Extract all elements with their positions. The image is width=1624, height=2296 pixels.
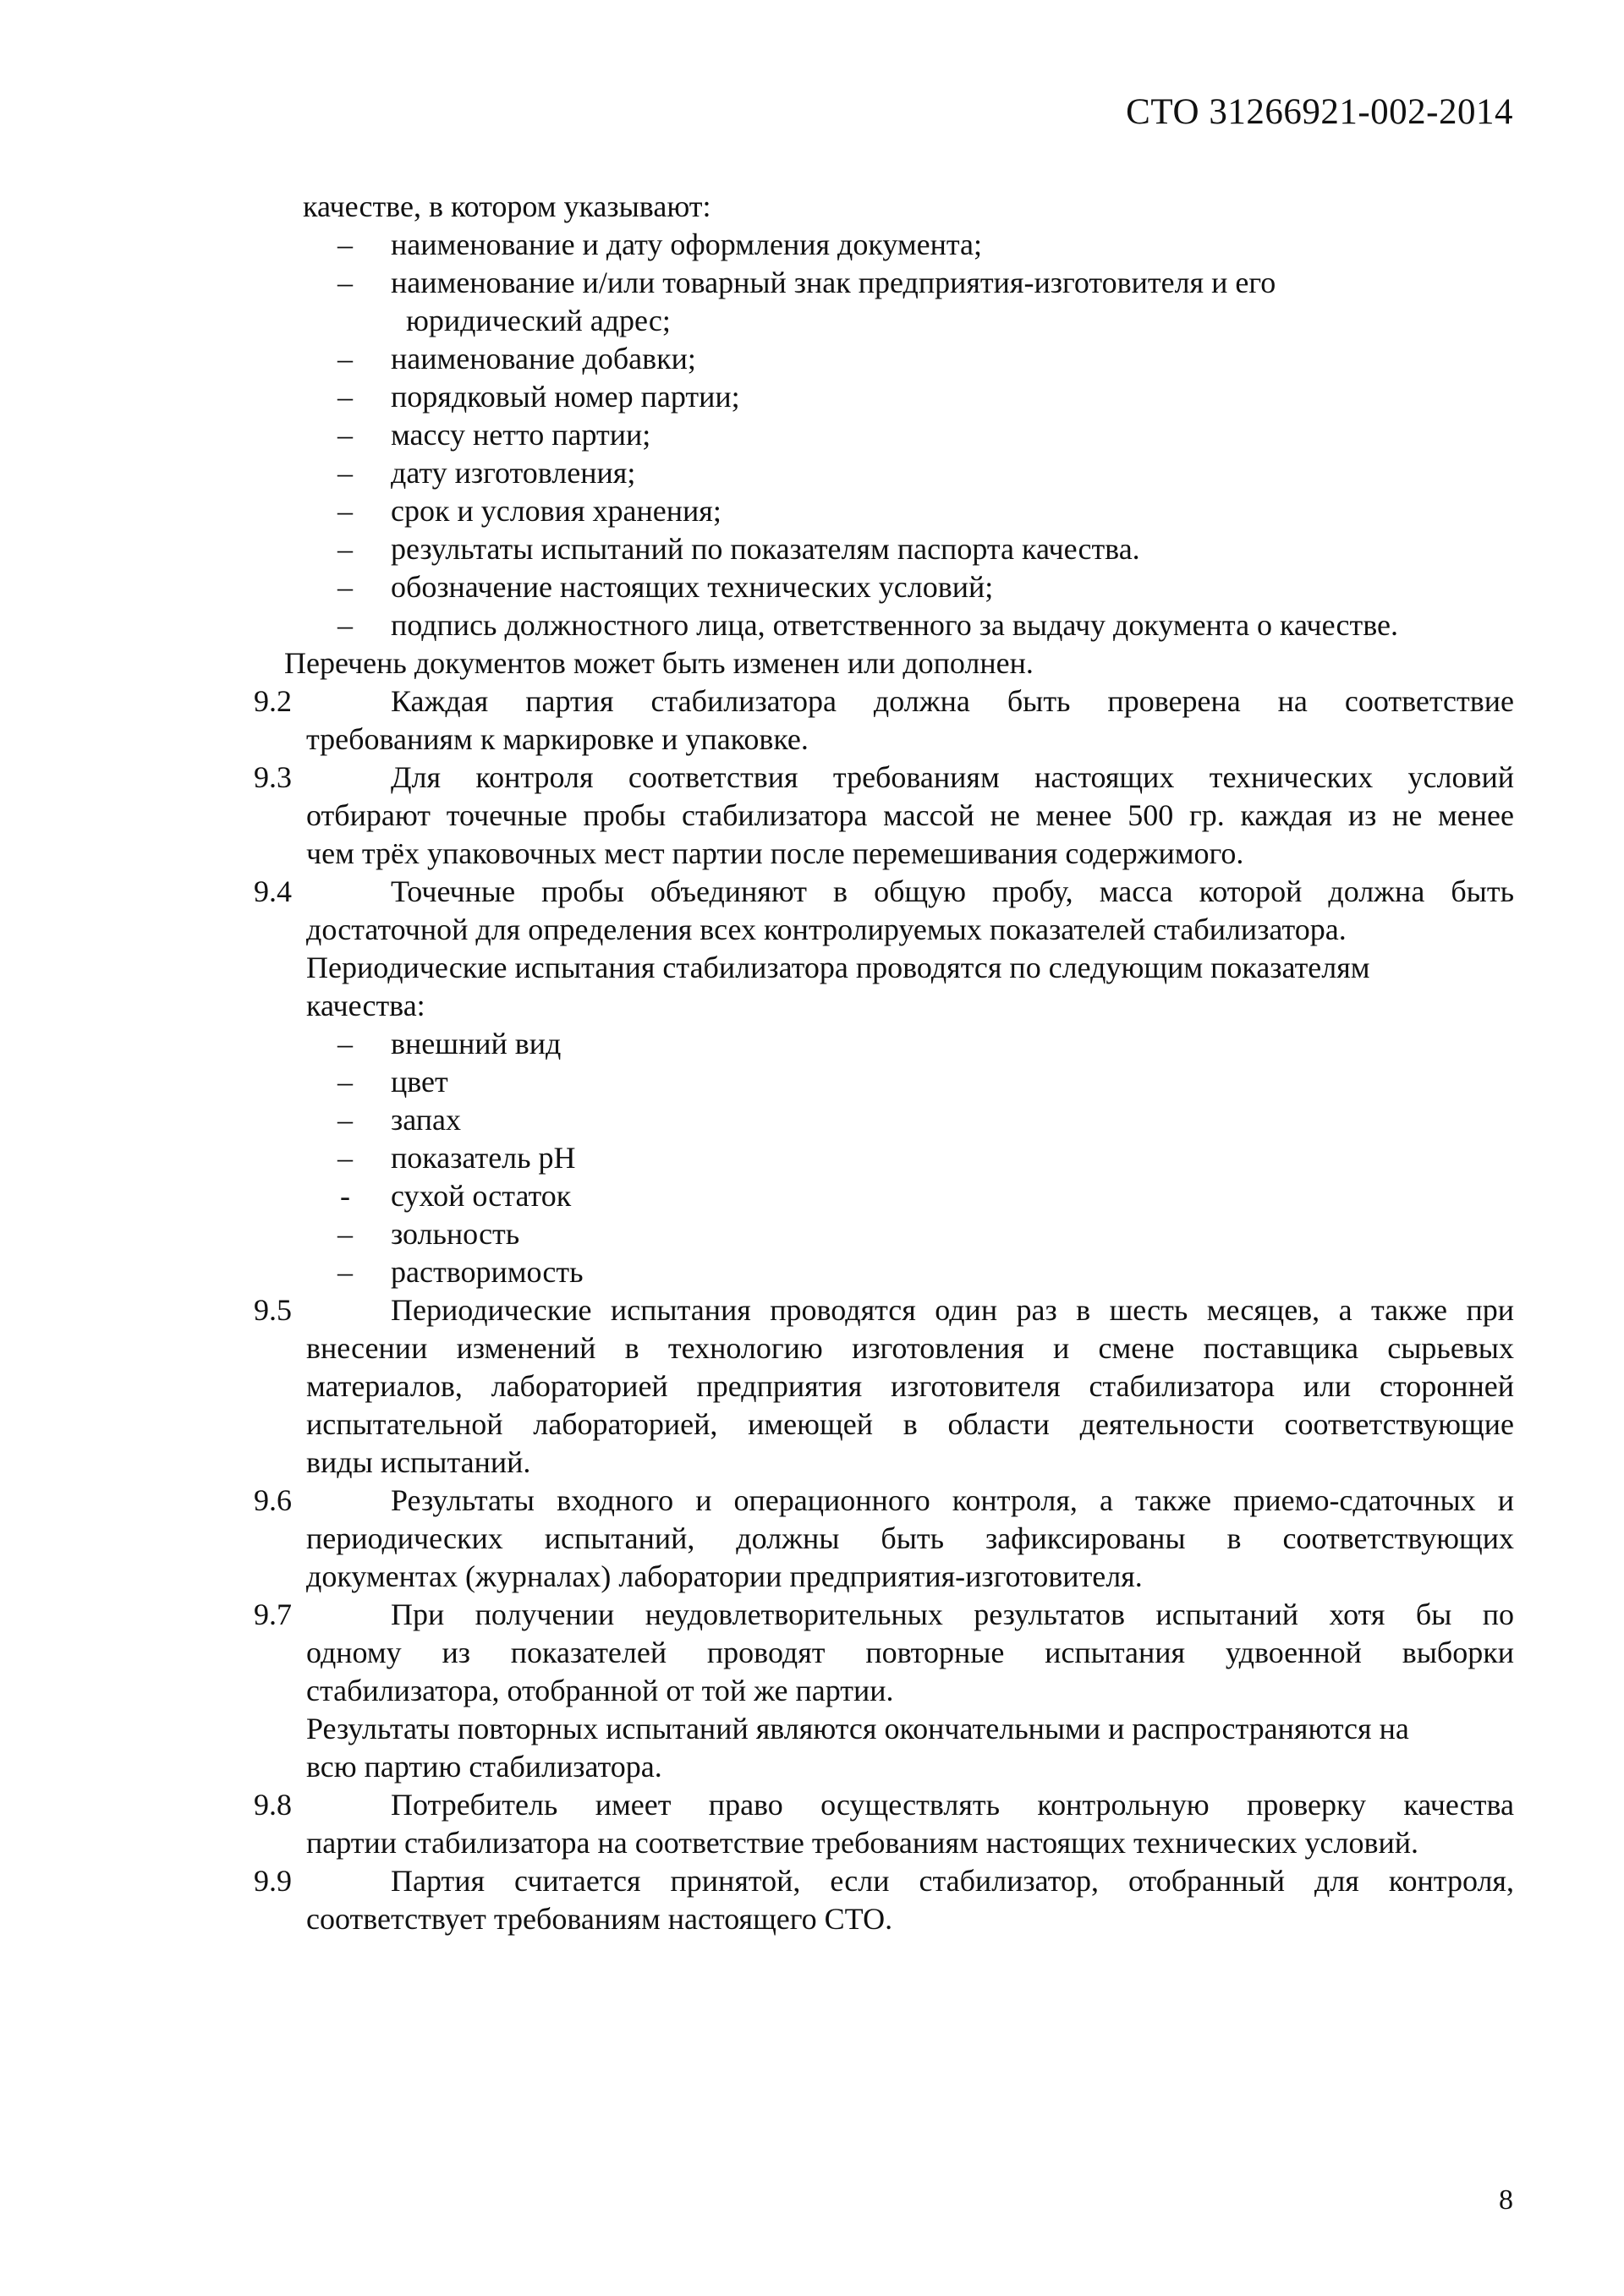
dash-icon: – bbox=[337, 1027, 353, 1060]
section-number: 9.9 bbox=[254, 1864, 292, 1898]
section-number: 9.8 bbox=[254, 1788, 292, 1822]
section-line: Потребитель имеет право осуществлять контрольную проверку качества bbox=[391, 1788, 1514, 1822]
list-item-continuation bbox=[254, 302, 1514, 340]
list-item-text: дату изготовления; bbox=[391, 456, 636, 490]
section-line: чем трёх упаковочных мест партии после перемешивания содержимого. bbox=[306, 836, 1244, 870]
section-number: 9.3 bbox=[254, 760, 292, 794]
section-line: Партия считается принятой, если стабилизатор, отобранный для контроля, bbox=[391, 1864, 1514, 1898]
dash-icon: – bbox=[337, 266, 353, 299]
dash-icon: – bbox=[337, 608, 353, 642]
section-line: Периодические испытания стабилизатора проводятся по следующим показателям bbox=[306, 951, 1370, 984]
perechen-line: Перечень документов может быть изменен или дополнен. bbox=[284, 646, 1034, 680]
dash-icon: – bbox=[337, 418, 353, 452]
dash-icon: – bbox=[337, 1141, 353, 1175]
section-line: Результаты входного и операционного контроля, а также приемо-сдаточных и bbox=[391, 1483, 1514, 1517]
list-item-text: наименование и дату оформления документа; bbox=[391, 227, 983, 261]
list-item bbox=[254, 568, 1514, 606]
dash-icon: – bbox=[337, 1255, 353, 1289]
list-item bbox=[254, 416, 1514, 454]
list-item-text: срок и условия хранения; bbox=[391, 494, 721, 528]
section-line: отбирают точечные пробы стабилизатора массой не менее 500 гр. каждая из не менее bbox=[306, 798, 1514, 832]
dash-icon: – bbox=[337, 380, 353, 414]
list-item bbox=[254, 264, 1514, 302]
section-line: соответствует требованиям настоящего СТО. bbox=[306, 1902, 893, 1936]
section-9-3 bbox=[254, 759, 1514, 797]
list-item bbox=[254, 1101, 1514, 1139]
list-item-text: порядковый номер партии; bbox=[391, 380, 740, 414]
section-line: внесении изменений в технологию изготовления и смене поставщика сырьевых bbox=[306, 1331, 1514, 1365]
section-number: 9.5 bbox=[254, 1293, 292, 1327]
section-line: всю партию стабилизатора. bbox=[306, 1750, 662, 1784]
list-item bbox=[254, 340, 1514, 378]
list-item-text: обозначение настоящих технических условий; bbox=[391, 570, 994, 604]
list-item-text: зольность bbox=[391, 1217, 520, 1251]
section-line: достаточной для определения всех контролируемых показателей стабилизатора. bbox=[306, 912, 1347, 946]
list-item bbox=[254, 530, 1514, 568]
dash-icon: – bbox=[337, 1217, 353, 1251]
list-item bbox=[254, 454, 1514, 492]
list-item-text: массу нетто партии; bbox=[391, 418, 651, 452]
section-line: стабилизатора, отобранной от той же партии. bbox=[306, 1674, 894, 1707]
dash-icon: – bbox=[337, 456, 353, 490]
section-line: Для контроля соответствия требованиям настоящих технических условий bbox=[391, 760, 1514, 794]
section-number: 9.4 bbox=[254, 874, 292, 908]
section-9-9 bbox=[254, 1862, 1514, 1900]
list-item bbox=[254, 1215, 1514, 1253]
section-line: требованиям к маркировке и упаковке. bbox=[306, 722, 809, 756]
dash-icon: – bbox=[337, 532, 353, 566]
list-item bbox=[254, 1177, 1514, 1215]
section-9-5 bbox=[254, 1291, 1514, 1329]
section-line: виды испытаний. bbox=[306, 1445, 531, 1479]
list-item-text: подпись должностного лица, ответственного за выдачу документа о качестве. bbox=[391, 608, 1398, 642]
list-item-text: показатель рН bbox=[391, 1141, 576, 1175]
section-line: периодических испытаний, должны быть зафиксированы в соответствующих bbox=[306, 1521, 1514, 1555]
list-item-text: наименование и/или товарный знак предприятия-изготовителя и его bbox=[391, 266, 1276, 299]
dash-icon: – bbox=[337, 570, 353, 604]
list-item-text: внешний вид bbox=[391, 1027, 562, 1060]
dash-icon: – bbox=[337, 494, 353, 528]
section-line: качества: bbox=[306, 989, 425, 1022]
list-item bbox=[254, 606, 1514, 644]
list-item-text: результаты испытаний по показателям паспорта качества. bbox=[391, 532, 1140, 566]
document-code: СТО 31266921-002-2014 bbox=[1126, 92, 1513, 132]
dash-icon: – bbox=[337, 227, 353, 261]
list-item bbox=[254, 1063, 1514, 1101]
list-item bbox=[254, 1025, 1514, 1063]
section-number: 9.6 bbox=[254, 1483, 292, 1517]
list-item bbox=[254, 492, 1514, 530]
document-body bbox=[254, 188, 1514, 1938]
list-item-text: растворимость bbox=[391, 1255, 584, 1289]
list-item bbox=[254, 378, 1514, 416]
section-line: материалов, лабораторией предприятия изготовителя стабилизатора или сторонней bbox=[306, 1369, 1514, 1403]
intro-line: качестве, в котором указывают: bbox=[303, 189, 711, 223]
section-9-7 bbox=[254, 1596, 1514, 1634]
section-line: партии стабилизатора на соответствие требованиям настоящих технических условий. bbox=[306, 1826, 1418, 1860]
list-item bbox=[254, 1139, 1514, 1177]
section-line: При получении неудовлетворительных результатов испытаний хотя бы по bbox=[391, 1597, 1514, 1631]
section-line: Периодические испытания проводятся один раз в шесть месяцев, а также при bbox=[391, 1293, 1514, 1327]
section-line: испытательной лабораторией, имеющей в области деятельности соответствующие bbox=[306, 1407, 1514, 1441]
list-item-text: сухой остаток bbox=[391, 1179, 572, 1213]
list-item-text: юридический адрес; bbox=[406, 304, 671, 337]
hyphen-icon: - bbox=[340, 1179, 350, 1213]
list-item-text: запах bbox=[391, 1103, 461, 1137]
section-9-6 bbox=[254, 1482, 1514, 1520]
dash-icon: – bbox=[337, 1103, 353, 1137]
dash-icon: – bbox=[337, 1065, 353, 1099]
section-number: 9.7 bbox=[254, 1597, 292, 1631]
list-item bbox=[254, 1253, 1514, 1291]
section-number: 9.2 bbox=[254, 684, 292, 718]
section-9-4 bbox=[254, 873, 1514, 911]
section-9-8 bbox=[254, 1786, 1514, 1824]
section-line: документах (журналах) лаборатории предприятия-изготовителя. bbox=[306, 1559, 1143, 1593]
page-number: 8 bbox=[1499, 2184, 1513, 2216]
dash-icon: – bbox=[337, 342, 353, 375]
section-line: Каждая партия стабилизатора должна быть проверена на соответствие bbox=[391, 684, 1514, 718]
list-item-text: цвет bbox=[391, 1065, 448, 1099]
section-line: Результаты повторных испытаний являются окончательными и распространяются на bbox=[306, 1712, 1409, 1745]
section-line: одному из показателей проводят повторные испытания удвоенной выборки bbox=[306, 1636, 1514, 1669]
section-9-2 bbox=[254, 682, 1514, 721]
section-line: Точечные пробы объединяют в общую пробу, масса которой должна быть bbox=[391, 874, 1514, 908]
list-item bbox=[254, 226, 1514, 264]
list-item-text: наименование добавки; bbox=[391, 342, 696, 375]
